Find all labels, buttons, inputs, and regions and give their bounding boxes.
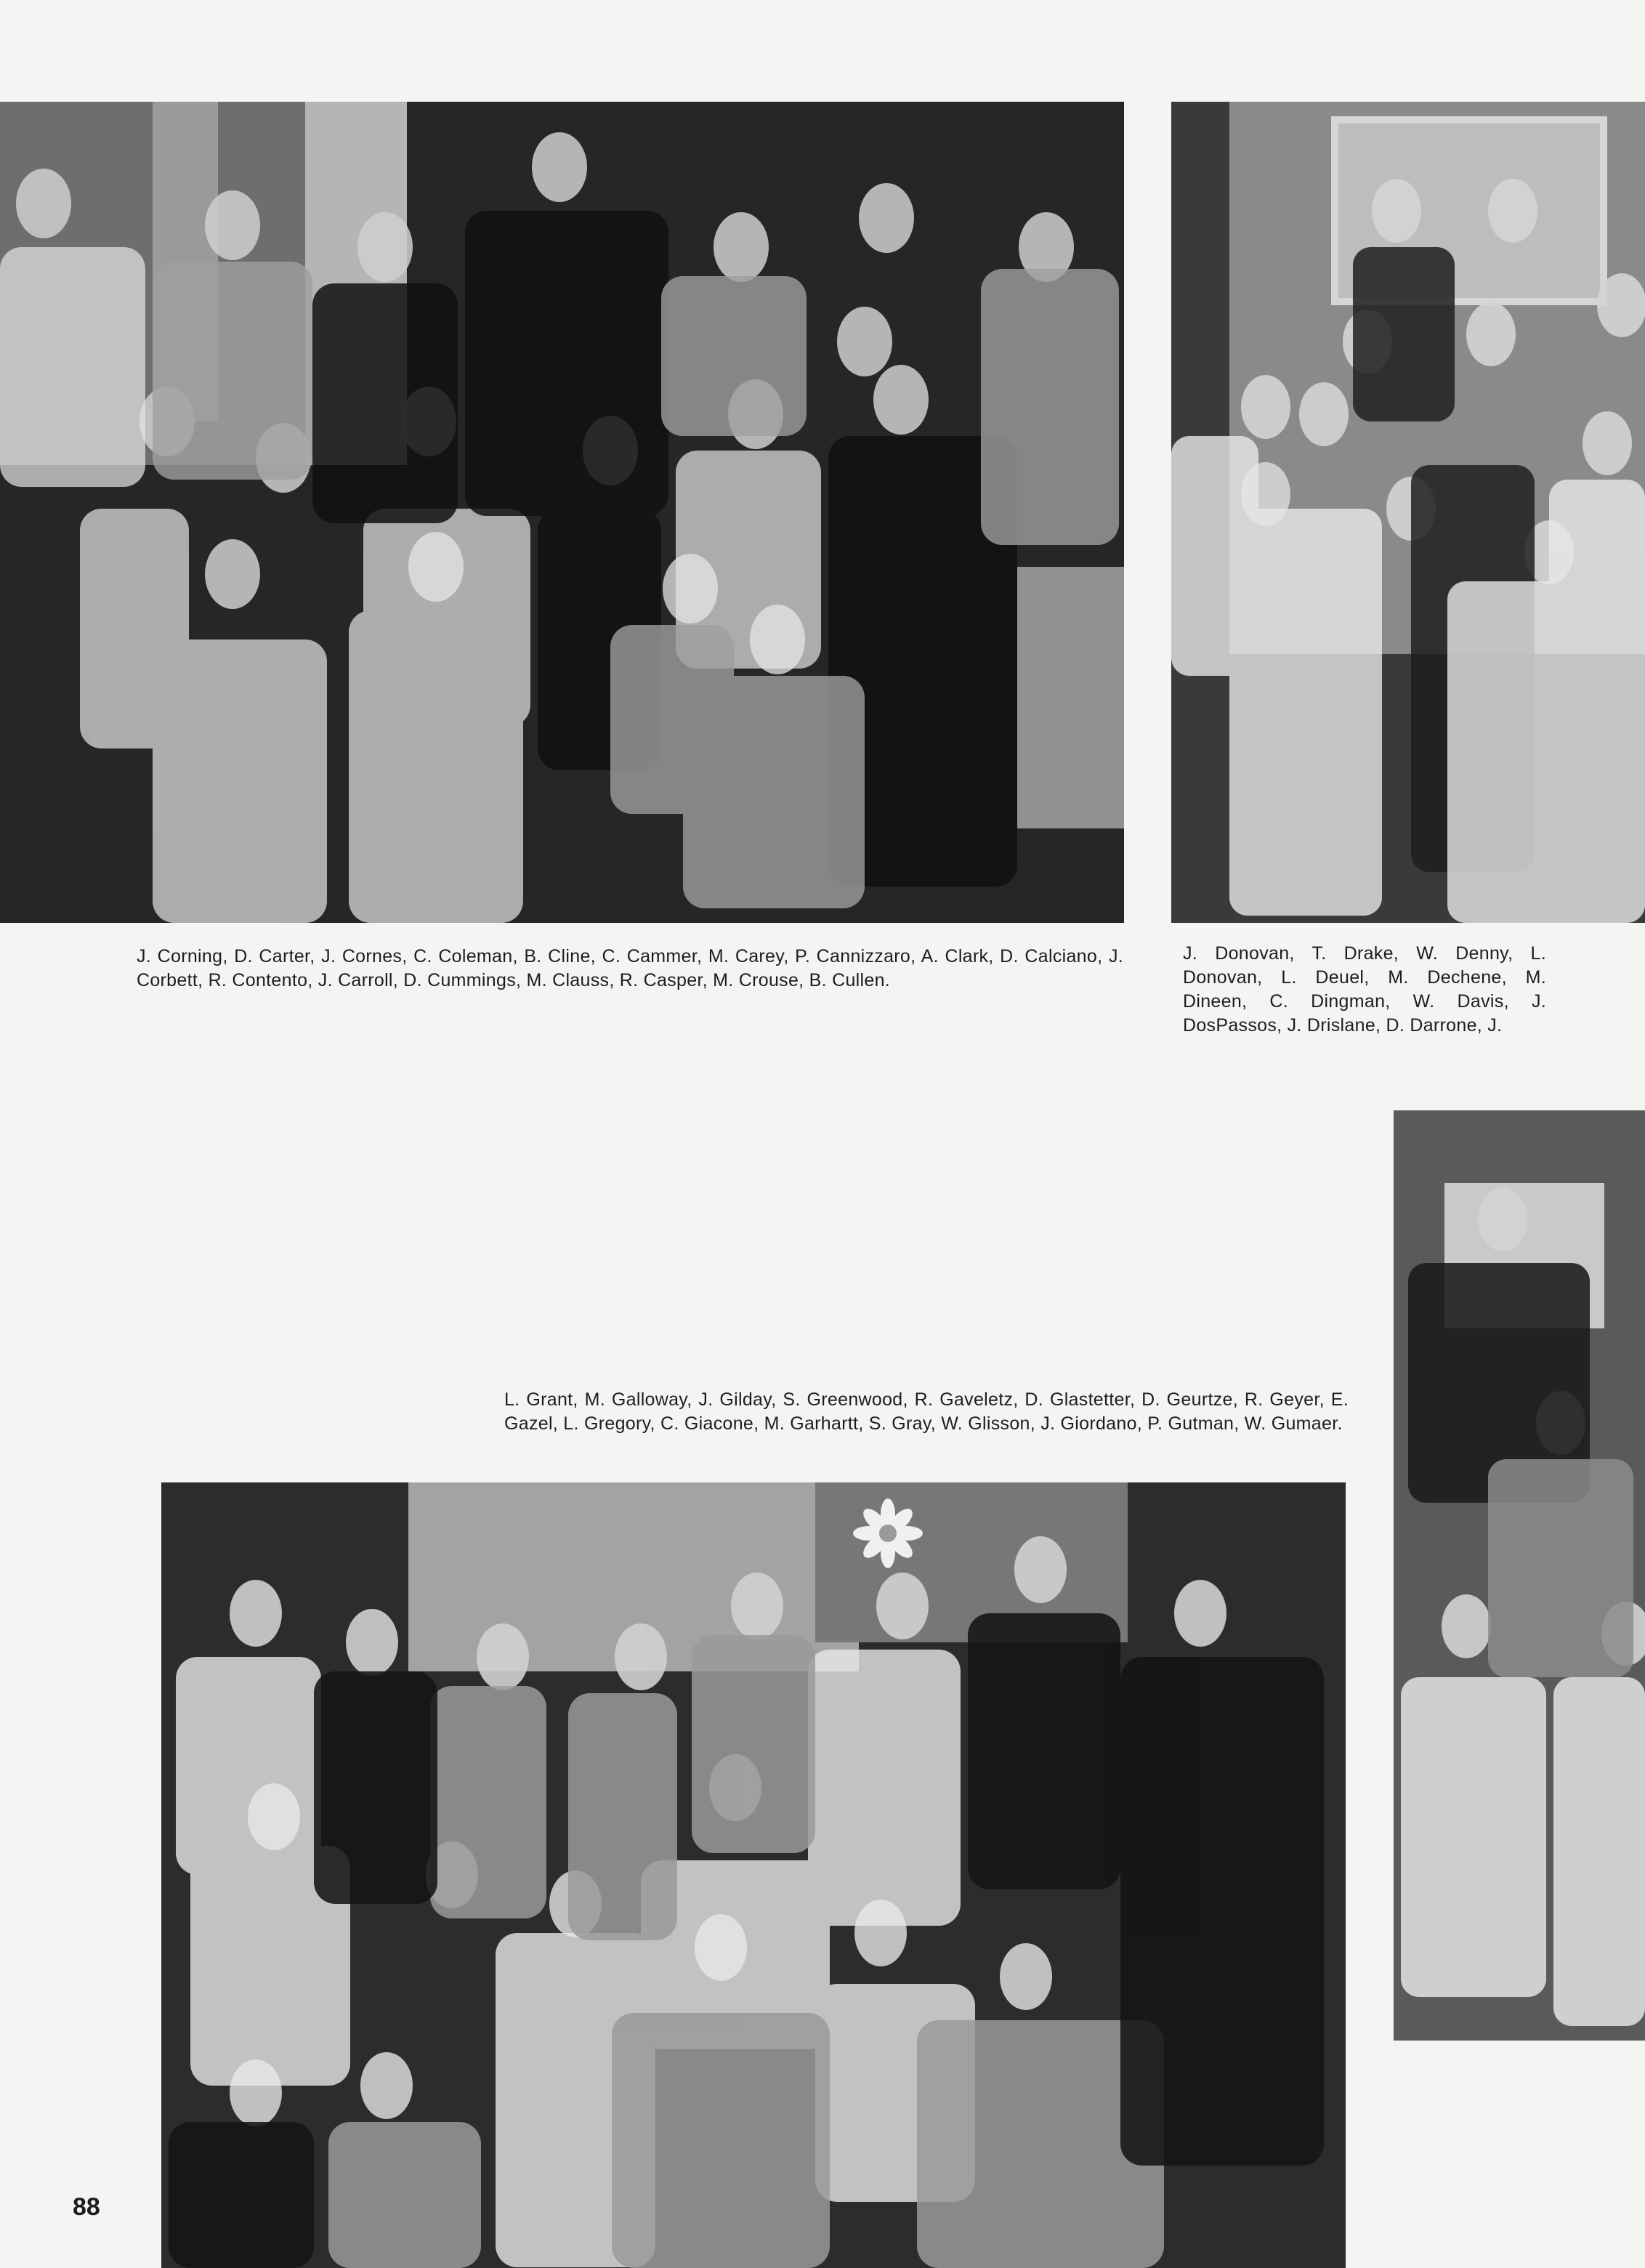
photo-caption-d: J. Donovan, T. Drake, W. Denny, L. Donovan, L. Deuel, M. Dechene, M. Dineen, C. Dingman, W. Davis, J. DosPassos, J. Drislane, D. Darrone, J. <box>1183 943 1546 1036</box>
group-photo-partial-right <box>1394 1110 1645 2041</box>
group-photo-c <box>0 102 1124 923</box>
group-photo-g <box>161 1482 1346 2268</box>
photo-caption-c: J. Corning, D. Carter, J. Cornes, C. Coleman, B. Cline, C. Cammer, M. Carey, P. Cannizzaro, A. Clark, D. Calciano, J. Corbett, R. Contento, J. Carroll, D. Cummings, M. Clauss, R. Casper, M. Crouse, B. Cullen. <box>137 946 1123 990</box>
group-photo-d <box>1171 102 1645 923</box>
photo-caption-g: L. Grant, M. Galloway, J. Gilday, S. Greenwood, R. Gaveletz, D. Glastetter, D. Geurtze, R. Geyer, E. Gazel, L. Gregory, C. Giacone, M. Garhartt, S. Gray, W. Glisson, J. Giordano, P. Gutman, W. Gumaer. <box>504 1389 1349 1434</box>
page-number: 88 <box>73 2193 100 2221</box>
